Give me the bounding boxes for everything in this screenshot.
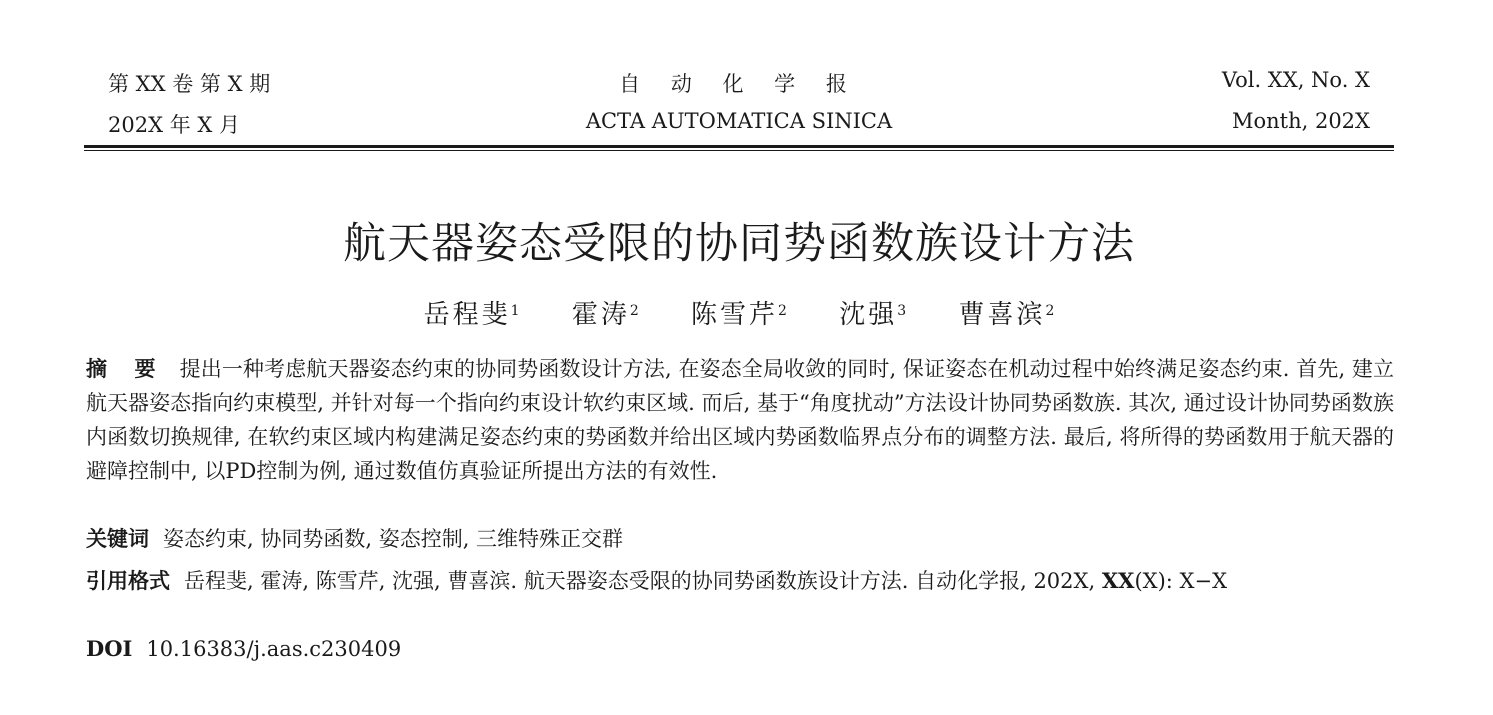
keywords-text: 姿态约束, 协同势函数, 姿态控制, 三维特殊正交群 [163, 527, 624, 551]
citation-text: 岳程斐, 霍涛, 陈雪芹, 沈强, 曹喜滨. 航天器姿态受限的协同势函数族设计方法. 自动化学报, 202X, [184, 569, 1102, 593]
volume-issue-en: Vol. XX, No. X [1221, 68, 1370, 92]
author-name: 岳程斐 [423, 300, 511, 330]
volume-issue-cn: 第 XX 卷 第 X 期 [108, 72, 271, 96]
author-affiliation: 1 [510, 303, 520, 319]
abstract-text: 提出一种考虑航天器姿态约束的协同势函数设计方法, 在姿态全局收敛的同时, 保证姿态在机动过程中始终满足姿态约束. 首先, 建立航天器姿态指向约束模型, 并针对每一个指向约束设计软约束区域. 而后, 基于“角度扰动”方法设计协同势函数族. 其次, 通过设计协同势函数族内函数切换规律, 在软约束区域内构建满足姿态约束的势函数并给出区域内势函数临界点分布的调整方法. 最后, 将所得的势函数用于航天器的避障控制中, 以PD控制为例, 通过数值仿真验证所提出方法的有效性. [86, 357, 1394, 483]
header-row-top [108, 68, 1370, 98]
author-affiliation: 2 [1045, 303, 1055, 319]
header-row-bottom [108, 109, 1370, 139]
author-affiliation: 2 [629, 303, 639, 319]
author [958, 294, 1054, 331]
citation-label: 引用格式 [86, 569, 170, 593]
citation-volume: XX [1101, 568, 1135, 593]
author [691, 294, 787, 331]
author [572, 294, 639, 331]
doi [86, 632, 1394, 666]
date-en: Month, 202X [1231, 109, 1370, 133]
author-name: 沈强 [839, 300, 898, 330]
journal-name-en: ACTA AUTOMATICA SINICA [585, 109, 893, 133]
author-list [84, 294, 1394, 331]
author [839, 294, 906, 331]
header-rule-thin [84, 150, 1394, 151]
author-name: 霍涛 [571, 300, 630, 330]
doi-value: 10.16383/j.aas.c230409 [146, 637, 402, 661]
abstract [86, 352, 1394, 488]
citation-issue-pages: (X): X−X [1134, 569, 1228, 593]
author [424, 294, 520, 331]
abstract-label: 摘 要 [86, 357, 166, 381]
paper-title: 航天器姿态受限的协同势函数族设计方法 [343, 219, 1135, 269]
journal-name-cn: 自 动 化 学 报 [619, 72, 859, 96]
header-rule-thick [84, 145, 1394, 148]
keywords-label: 关键词 [86, 527, 149, 551]
author-name: 陈雪芹 [691, 300, 779, 330]
author-affiliation: 2 [778, 303, 787, 319]
doi-label: DOI [86, 636, 133, 661]
citation [86, 564, 1394, 598]
date-cn: 202X 年 X 月 [108, 113, 241, 137]
keywords [86, 522, 1394, 556]
author-name: 曹喜滨 [958, 300, 1046, 330]
author-affiliation: 3 [897, 303, 907, 319]
